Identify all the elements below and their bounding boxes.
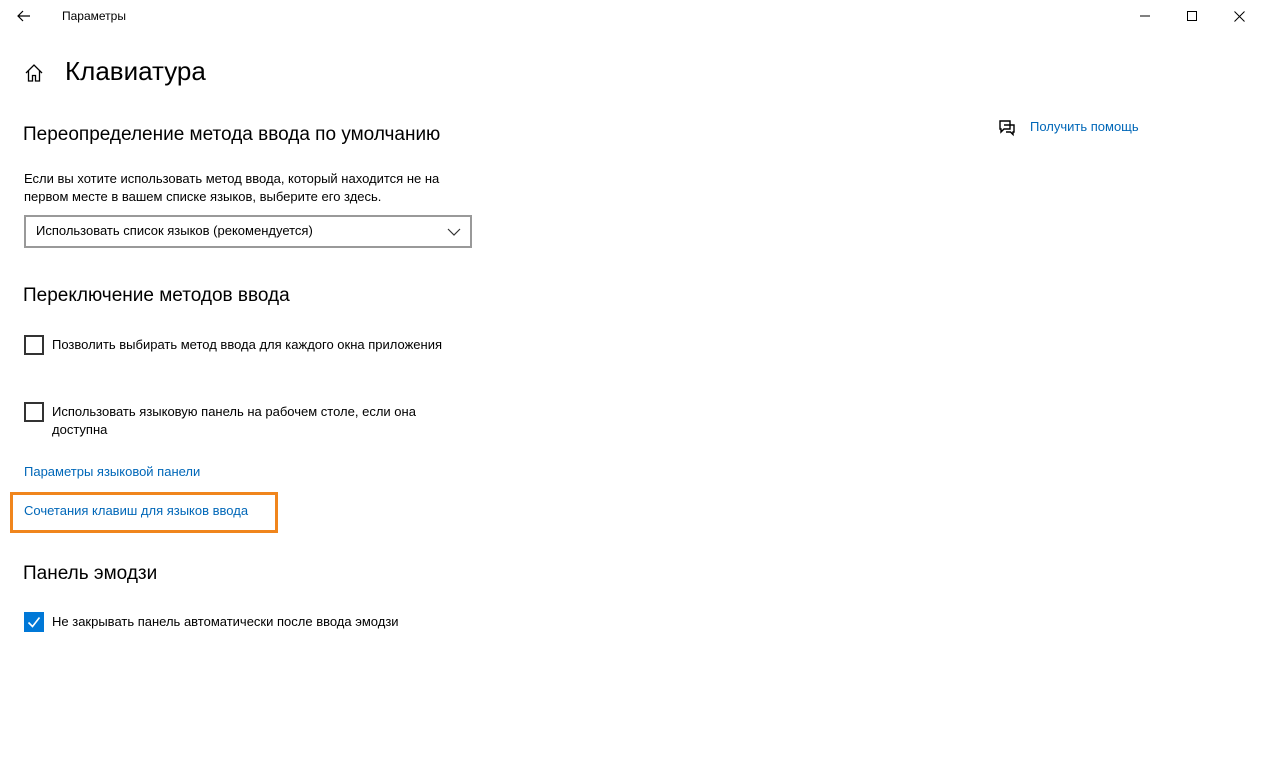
input-method-dropdown[interactable] — [24, 215, 472, 248]
home-button[interactable] — [22, 61, 46, 85]
input-language-hotkeys-link[interactable]: Сочетания клавиш для языков ввода — [24, 503, 249, 518]
close-button[interactable] — [1216, 0, 1262, 32]
page-title: Клавиатура — [65, 56, 206, 86]
maximize-icon — [1187, 11, 1197, 21]
language-bar-options-link[interactable]: Параметры языковой панели — [24, 464, 201, 479]
help-link[interactable]: Получить помощь — [1030, 119, 1139, 134]
title-bar — [0, 0, 1262, 32]
checkbox-label: Не закрывать панель автоматически после ввода эмодзи — [52, 614, 399, 629]
back-button[interactable] — [6, 0, 42, 32]
emoji-heading: Панель эмодзи — [23, 563, 158, 584]
override-heading: Переопределение метода ввода по умолчанию — [23, 124, 441, 145]
home-icon — [24, 63, 44, 83]
back-arrow-icon — [17, 10, 31, 22]
switch-heading: Переключение методов ввода — [23, 285, 290, 306]
maximize-button[interactable] — [1169, 0, 1215, 32]
emoji-panel-checkbox[interactable] — [24, 612, 44, 632]
dropdown-selected-value: Использовать список языков (рекомендуется) — [36, 223, 313, 238]
close-icon — [1234, 11, 1245, 22]
override-description: Если вы хотите использовать метод ввода, который находится не на первом месте в вашем списке языков, выберите его здесь. — [24, 171, 440, 204]
minimize-icon — [1140, 11, 1150, 21]
chevron-down-icon — [446, 224, 462, 240]
per-app-input-checkbox[interactable] — [24, 335, 44, 355]
help-chat-icon — [997, 117, 1017, 137]
minimize-button[interactable] — [1122, 0, 1168, 32]
checkmark-icon — [26, 614, 42, 630]
language-bar-checkbox[interactable] — [24, 402, 44, 422]
checkbox-label: Позволить выбирать метод ввода для каждого окна приложения — [52, 337, 442, 352]
window-title: Параметры — [62, 9, 126, 23]
checkbox-label: Использовать языковую панель на рабочем столе, если она доступна — [52, 404, 416, 437]
